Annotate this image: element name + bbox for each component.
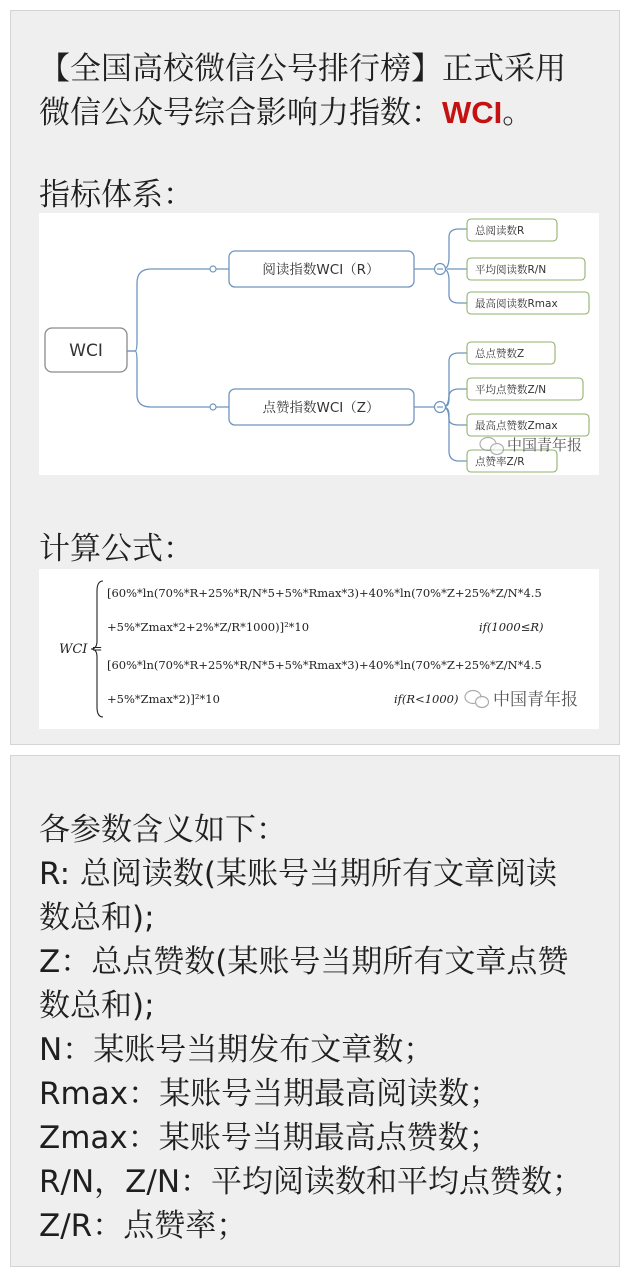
param-line: Rmax：某账号当期最高阅读数； (39, 1076, 501, 1112)
svg-text:WCI: WCI (69, 341, 103, 361)
node-leaf (467, 292, 589, 314)
collapse-node-icon (435, 402, 446, 413)
formula-lhs: WCI = (59, 642, 103, 657)
param-line: Z：总点赞数(某账号当期所有文章点赞 (39, 944, 569, 980)
diagram-watermark: 中国青年报 (507, 436, 583, 454)
formula-heading: 计算公式： (39, 531, 194, 567)
svg-text:点赞率Z/R: 点赞率Z/R (475, 456, 525, 468)
svg-text:点赞指数WCI（Z）: 点赞指数WCI（Z） (262, 400, 380, 416)
index-system-heading: 指标体系： (39, 177, 194, 213)
node-leaf (467, 258, 585, 280)
params-heading: 各参数含义如下： (39, 812, 287, 848)
svg-text:总点赞数Z: 总点赞数Z (475, 348, 525, 360)
param-line: R: 总阅读数(某账号当期所有文章阅读 (39, 856, 557, 892)
svg-text:平均阅读数R/N: 平均阅读数R/N (475, 264, 547, 276)
formula-line-3: [60%*ln(70%*R+25%*R/N*5+5%*Rmax*3)+40%*ln(70%*Z+25%*Z/N*4.5 (107, 658, 542, 672)
index-system-diagram (39, 213, 599, 475)
param-line: Zmax：某账号当期最高点赞数； (39, 1120, 500, 1156)
svg-text:阅读指数WCI（R）: 阅读指数WCI（R） (262, 262, 380, 278)
svg-text:平均点赞数Z/N: 平均点赞数Z/N (475, 384, 547, 396)
formula-line-4: +5%*Zmax*2)]²*10 (107, 692, 220, 706)
node-leaf (467, 378, 583, 400)
param-line: 数总和); (39, 900, 155, 936)
formula-condition-1: if(1000≤R) (479, 620, 544, 634)
wci-highlight: WCI (442, 95, 503, 130)
formula-watermark: 中国青年报 (493, 690, 578, 710)
intro-line-2: 微信公众号综合影响力指数：WCI。 (39, 95, 534, 131)
formula-condition-2: if(R<1000) (394, 692, 459, 706)
node-leaf (467, 219, 557, 241)
svg-text:最高点赞数Zmax: 最高点赞数Zmax (475, 420, 558, 432)
formula-line-2: +5%*Zmax*2+2%*Z/R*1000)]²*10 (107, 620, 310, 634)
intro-line-1: 【全国高校微信公号排行榜】正式采用 (39, 51, 566, 87)
node-root (45, 328, 127, 372)
param-line: R/N，Z/N：平均阅读数和平均点赞数； (39, 1164, 584, 1200)
node-branch-read (229, 251, 414, 287)
svg-text:总阅读数R: 总阅读数R (475, 225, 525, 237)
svg-text:最高阅读数Rmax: 最高阅读数Rmax (475, 298, 558, 310)
article-card-top (10, 10, 620, 745)
param-line: Z/R：点赞率； (39, 1208, 248, 1244)
param-line: N：某账号当期发布文章数； (39, 1032, 435, 1068)
node-branch-like (229, 389, 414, 425)
node-leaf (467, 414, 589, 436)
collapse-node-icon (435, 264, 446, 275)
article-card-params (10, 755, 620, 1267)
formula-line-1: [60%*ln(70%*R+25%*R/N*5+5%*Rmax*3)+40%*ln(70%*Z+25%*Z/N*4.5 (107, 586, 542, 600)
wechat-icon (465, 691, 489, 708)
node-leaf (467, 342, 555, 364)
param-line: 数总和); (39, 988, 155, 1024)
formula-block (39, 569, 599, 729)
